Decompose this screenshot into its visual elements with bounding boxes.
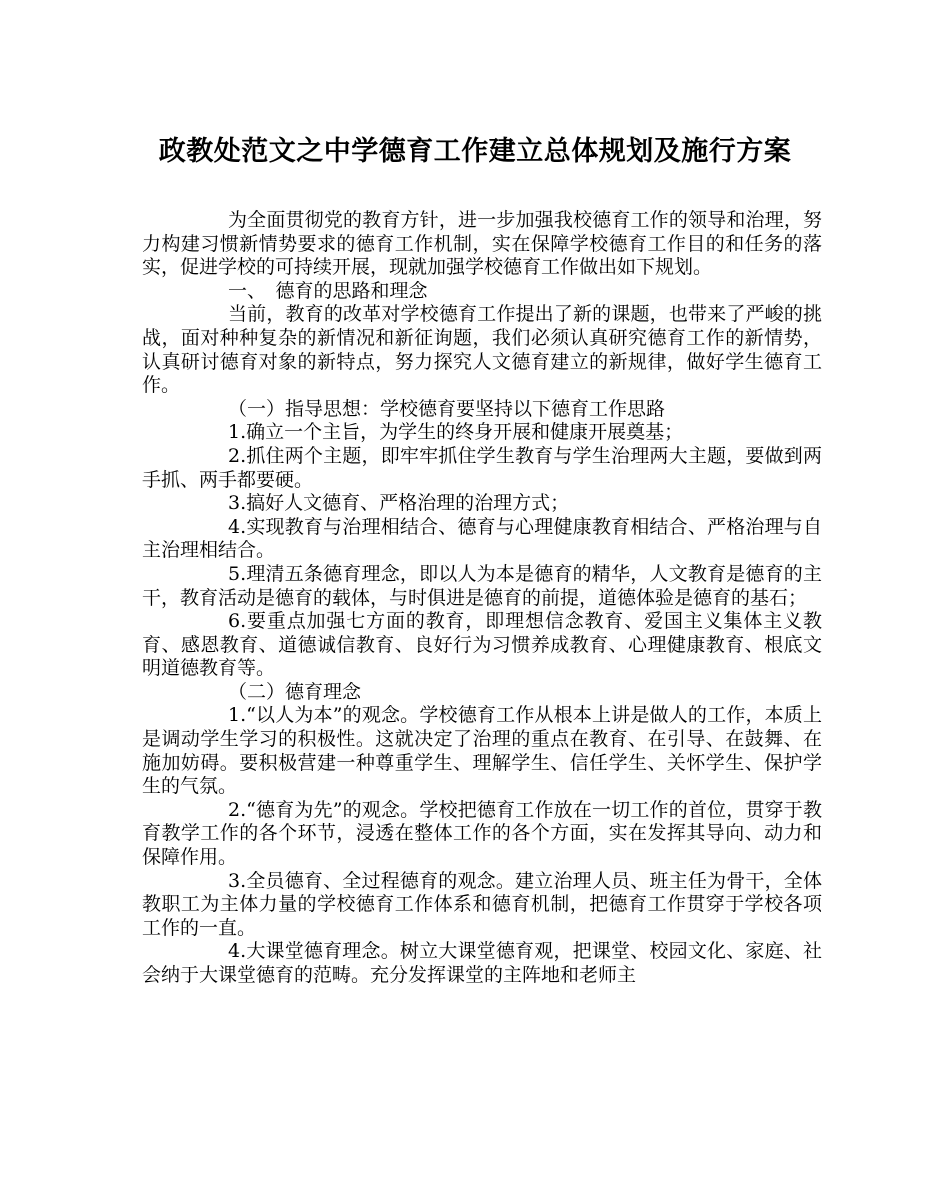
list-item-6: 6.要重点加强七方面的教育，即理想信念教育、爱国主义集体主义教育、感恩教育、道德诚信教育、良好行为习惯养成教育、心理健康教育、根底文明道德教育等。 <box>142 610 822 680</box>
list-item-3: 3.搞好人文德育、严格治理的治理方式； <box>228 492 570 515</box>
concept-item-2: 2.“德育为先”的观念。学校把德育工作放在一切工作的首位，贯穿于教育教学工作的各个环节，浸透在整体工作的各个方面，实在发挥其导向、动力和保障作用。 <box>142 798 822 869</box>
paragraph-intro: 为全面贯彻党的教育方针，进一步加强我校德育工作的领导和治理，努力构建习惯新情势要求的德育工作机制，实在保障学校德育工作目的和任务的落实，促进学校的可持续开展，现就加强学校德育工作做出如下规划。 <box>142 209 822 279</box>
list-item-5: 5.理清五条德育理念，即以人为本是德育的精华，人文教育是德育的主干，教育活动是德育的载体，与时俱进是德育的前提，道德体验是德育的基石； <box>142 562 822 609</box>
subsection-heading-2: （二）德育理念 <box>228 680 362 703</box>
paragraph-current: 当前，教育的改革对学校德育工作提出了新的课题，也带来了严峻的挑战，面对种种复杂的新情况和新征询题，我们必须认真研究德育工作的新情势，认真研讨德育对象的新特点，努力探究人文德育建立的新规律，做好学生德育工作。 <box>142 303 822 397</box>
list-item-2: 2.抓住两个主题，即牢牢抓住学生教育与学生治理两大主题，要做到两手抓、两手都要硬。 <box>142 444 822 491</box>
section-heading-1: 一、 德育的思路和理念 <box>228 279 428 302</box>
list-item-1: 1.确立一个主旨，为学生的终身开展和健康开展奠基； <box>228 421 684 444</box>
document-body <box>142 209 822 988</box>
list-item-4: 4.实现教育与治理相结合、德育与心理健康教育相结合、严格治理与自主治理相结合。 <box>142 515 822 562</box>
concept-item-3: 3.全员德育、全过程德育的观念。建立治理人员、班主任为骨干，全体教职工为主体力量的学校德育工作体系和德育机制，把德育工作贯穿于学校各项工作的一直。 <box>142 869 822 939</box>
concept-item-1: 1.“以人为本”的观念。学校德育工作从根本上讲是做人的工作，本质上是调动学生学习的积极性。这就决定了治理的重点在教育、在引导、在鼓舞、在施加妨碍。要积极营建一种尊重学生、理解学生、信任学生、关怀学生、保护学生的气氛。 <box>142 704 822 798</box>
document-title: 政教处范文之中学德育工作建立总体规划及施行方案 <box>158 136 792 167</box>
subsection-heading-1: （一）指导思想：学校德育要坚持以下德育工作思路 <box>228 397 666 420</box>
concept-item-4: 4.大课堂德育理念。树立大课堂德育观，把课堂、校园文化、家庭、社会纳于大课堂德育的范畴。充分发挥课堂的主阵地和老师主 <box>142 940 822 986</box>
